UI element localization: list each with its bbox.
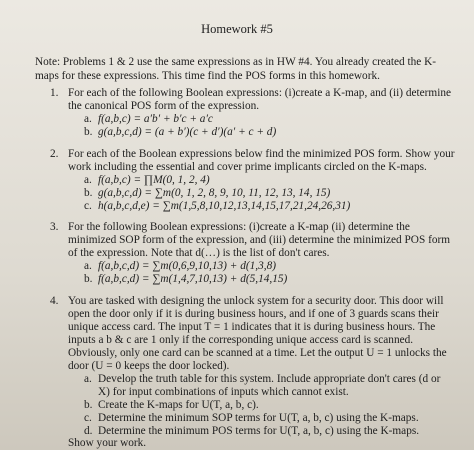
item-label: b. [84,273,93,285]
problem-line: the canonical POS form of the expression. [68,100,260,112]
item-expression: f(a,b,c,d) = ∑m(1,4,7,10,13) + d(5,14,15) [98,273,288,285]
item-text: Develop the truth table for this system. Include appropriate don't cares (d or [98,373,441,385]
note [35,55,445,83]
problem-line: inputs a b & c are 1 only if the corresponding unique access card is scanned. [68,334,414,346]
problem-item [84,412,419,425]
page-title: Homework #5 [201,22,273,36]
problem-item [98,386,349,399]
item-expression: h(a,b,c,d,e) = ∑m(1,5,8,10,12,13,14,15,17,21,24,26,31) [98,200,351,212]
item-label: d. [84,425,93,437]
item-expression: g(a,b,c,d) = ∑m(0, 1, 2, 8, 9, 10, 11, 12, 13, 14, 15) [98,187,331,199]
item-label: a. [84,174,92,186]
item-expression: g(a,b,c,d) = (a + b′)(c + d′)(a′ + c + d) [98,126,277,138]
problem-line: unique access card. The input T = 1 indicates that it is during business hours. The [68,321,436,333]
problem-item [84,187,330,200]
item-label: c. [84,200,92,212]
problem-line: For the following Boolean expressions: (i)create a K-map (ii) determine the [68,221,410,233]
item-label: b. [84,187,93,199]
problem-number: 4. [50,295,59,307]
item-label: b. [84,126,93,138]
problem-item [84,174,210,187]
problem-item [84,399,259,412]
item-text: X) for input combinations of inputs which cannot exist. [98,386,349,398]
problem-number: 2. [50,148,59,160]
closing-line: Show your work. [68,437,147,449]
problem-line: For each of the Boolean expressions below find the minimized POS form. Show your [68,148,455,160]
problem-item [84,126,276,139]
problem-item [84,200,350,213]
item-text: Determine the minimum POS terms for U(T, a, b, c) using the K-maps. [98,425,420,437]
note-line: Note: Problems 1 & 2 use the same expressions as in HW #4. You already created the K- [35,56,437,68]
item-text: Create the K-maps for U(T, a, b, c). [98,399,259,411]
problem-line: For each of the following Boolean expressions: (i)create a K-map, and (ii) determine [68,87,452,99]
item-label: b. [84,399,93,411]
problem-line: minimized SOP form of the expression, and (iii) determine the minimized POS form [68,234,451,246]
item-expression: f(a,b,c) = ∏M(0, 1, 2, 4) [98,174,210,186]
problem-item [84,260,276,273]
problem-item [84,273,287,286]
item-label: c. [84,412,92,424]
problem-line: door (U = 0 keeps the door locked). [68,360,230,372]
problem-number: 1. [50,87,59,99]
item-label: a. [84,113,92,125]
problem-line: open the door only if it is during business hours, and if one of 3 guards scans their [68,308,439,320]
problem-line: You are tasked with designing the unlock system for a security door. This door will [68,295,444,307]
item-label: a. [84,260,92,272]
problem-item [84,373,440,386]
item-expression: f(a,b,c) = a′b′ + b′c + a′c [98,113,213,125]
problem-line: of the expression. Note that d(…) is the list of don't cares. [68,247,330,259]
note-line: maps for these expressions. This time find the POS forms in this homework. [35,70,380,82]
problem-item [84,113,213,126]
problem-line: Obviously, only one card can be scanned at a time. Let the output U = 1 unlocks the [68,347,447,359]
item-expression: f(a,b,c,d) = ∑m(0,6,9,10,13) + d(1,3,8) [98,260,276,272]
problem-number: 3. [50,221,59,233]
item-text: Determine the minimum SOP terms for U(T, a, b, c) using the K-maps. [98,412,419,424]
problem-line: work including the essential and cover prime implicants circled on the K-maps. [68,161,427,173]
item-label: a. [84,373,92,385]
